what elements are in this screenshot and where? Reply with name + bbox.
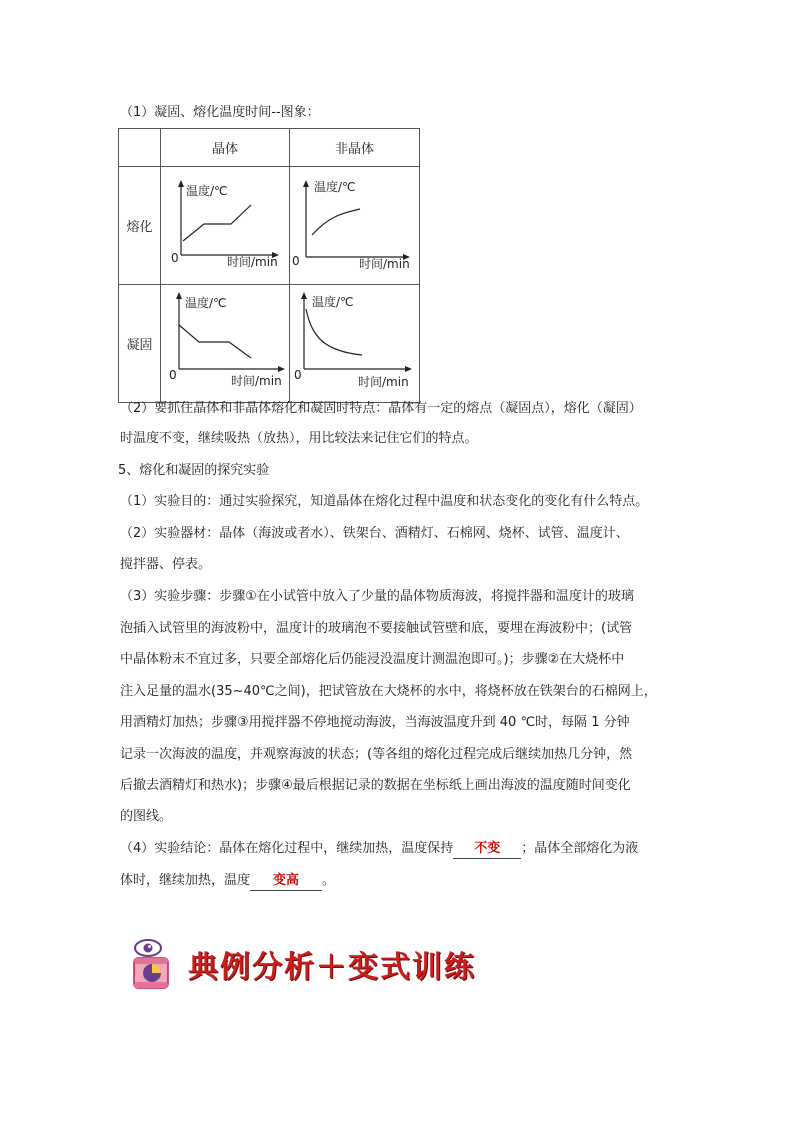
origin-label: 0 xyxy=(169,368,177,382)
item4-text2: ；晶体全部熔化为液 xyxy=(521,841,639,856)
solidifying-curve-crystal xyxy=(179,325,251,358)
x-axis-label: 时间/min xyxy=(231,374,282,388)
para2-line1: （2）要抓住晶体和非晶体熔化和凝固时特点：晶体有一定的熔点（凝固点），熔化（凝固） xyxy=(120,401,642,416)
item4-line2 xyxy=(120,872,335,891)
para2-line2: 时温度不变，继续吸热（放热），用比较法来记住它们的特点。 xyxy=(120,431,478,446)
item3-line4: 注入足量的温水(35~40℃之间)，把试管放在大烧杯的水中，将烧杯放在铁架台的石棉网上， xyxy=(120,684,657,699)
answer-blank-2: 变高 xyxy=(250,872,322,891)
item1-purpose: （1）实验目的：通过实验探究，知道晶体在熔化过程中温度和状态变化的变化有什么特点。 xyxy=(120,494,649,509)
item2-line2: 搅拌器、停表。 xyxy=(120,557,212,572)
item3-line8: 的图线。 xyxy=(120,809,173,824)
item3-line3: 中晶体粉末不宜过多，只要全部熔化后仍能浸没温度计测温泡即可。)；步骤②在大烧杯中 xyxy=(120,652,625,667)
x-axis-label: 时间/min xyxy=(227,255,278,269)
col-header-amorphous: 非晶体 xyxy=(290,129,420,167)
origin-label: 0 xyxy=(292,254,300,268)
item3-line1: （3）实验步骤：步骤①在小试管中放入了少量的晶体物质海波，将搅拌器和温度计的玻璃 xyxy=(120,589,634,604)
melting-curve-amorphous xyxy=(312,209,360,235)
row-header-melting: 熔化 xyxy=(119,167,161,285)
item3-line2: 泡插入试管里的海波粉中，温度计的玻璃泡不要接触试管壁和底，要埋在海波粉中；(试管 xyxy=(120,621,633,636)
col-header-crystal: 晶体 xyxy=(161,129,290,167)
item4-line1 xyxy=(120,840,638,859)
y-axis-label: 温度/℃ xyxy=(185,296,227,310)
solidifying-curve-amorphous xyxy=(306,309,362,355)
graph-crystal-melting xyxy=(161,167,290,285)
heading-5: 5、熔化和凝固的探究实验 xyxy=(118,463,270,478)
item3-line5: 用酒精灯加热；步骤③用搅拌器不停地搅动海波，当海波温度升到 40 ℃时，每隔 1 分钟 xyxy=(120,715,630,730)
item4-text3: 体时，继续加热，温度 xyxy=(120,873,251,888)
graph-crystal-solidifying xyxy=(161,285,290,403)
scroll-icon xyxy=(126,936,186,992)
y-axis-label: 温度/℃ xyxy=(312,295,354,309)
item3-line6: 记录一次海波的温度，并观察海波的状态；(等各组的熔化过程完成后继续加热几分钟，然 xyxy=(120,747,633,762)
section-banner xyxy=(126,936,476,992)
item2-line1: （2）实验器材：晶体（海波或者水）、铁架台、酒精灯、石棉网、烧杯、试管、温度计、 xyxy=(120,526,629,541)
row-header-solidifying: 凝固 xyxy=(119,285,161,403)
x-axis-label: 时间/min xyxy=(359,257,410,271)
graph-table xyxy=(118,128,420,403)
section-title: （1）凝固、熔化温度时间--图象： xyxy=(120,105,320,120)
item4-text1: （4）实验结论：晶体在熔化过程中，继续加热，温度保持 xyxy=(120,841,454,856)
table-corner xyxy=(119,129,161,167)
banner-title: 典例分析＋变式训练 xyxy=(188,950,476,985)
origin-label: 0 xyxy=(171,251,179,265)
y-axis-label: 温度/℃ xyxy=(314,180,356,194)
y-axis-label: 温度/℃ xyxy=(186,184,228,198)
x-axis-label: 时间/min xyxy=(358,375,409,389)
graph-amorphous-melting xyxy=(290,167,420,285)
item3-line7: 后撤去酒精灯和热水)；步骤④最后根据记录的数据在坐标纸上画出海波的温度随时间变化 xyxy=(120,778,631,793)
graph-amorphous-solidifying xyxy=(290,285,420,403)
item4-text4: 。 xyxy=(322,873,336,888)
answer-blank-1: 不变 xyxy=(453,840,521,859)
melting-curve-crystal xyxy=(183,205,251,241)
origin-label: 0 xyxy=(294,368,302,382)
